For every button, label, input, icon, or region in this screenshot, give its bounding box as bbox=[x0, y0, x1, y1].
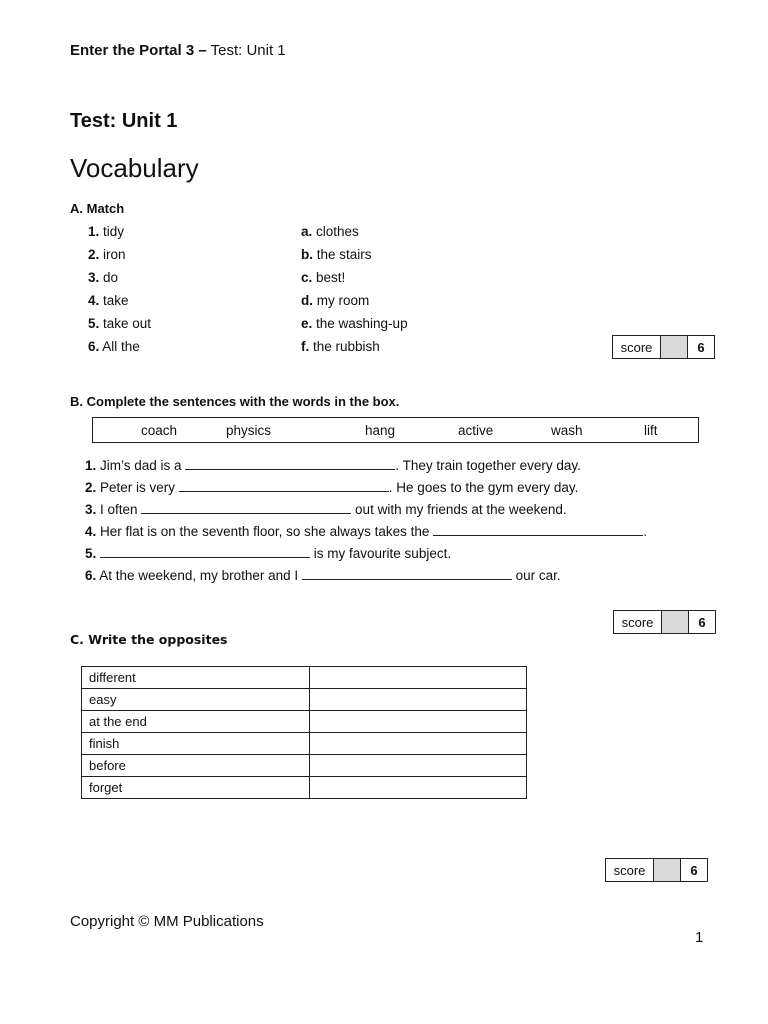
table-row bbox=[82, 777, 527, 799]
score-box-b bbox=[613, 610, 716, 634]
sentence-item: 6. At the weekend, my brother and I our car. bbox=[85, 568, 561, 583]
section-b-title: B. Complete the sentences with the words in the box. bbox=[70, 394, 400, 409]
score-input-cell[interactable] bbox=[661, 336, 688, 358]
answer-blank[interactable] bbox=[141, 501, 351, 514]
answer-blank[interactable] bbox=[185, 457, 395, 470]
word-box-item: active bbox=[458, 423, 494, 438]
answer-blank[interactable] bbox=[302, 567, 512, 580]
match-right-item: b. the stairs bbox=[301, 247, 372, 262]
opposite-word: before bbox=[82, 755, 310, 777]
section-a-title: A. Match bbox=[70, 201, 125, 216]
score-box-c bbox=[605, 858, 708, 882]
match-left-item: 2. iron bbox=[88, 247, 126, 262]
word-box-item: physics bbox=[226, 423, 272, 438]
table-row bbox=[82, 667, 527, 689]
match-left-item: 4. take bbox=[88, 293, 129, 308]
header-subtitle: Test: Unit 1 bbox=[206, 42, 286, 59]
answer-cell[interactable] bbox=[310, 667, 527, 689]
answer-blank[interactable] bbox=[100, 545, 310, 558]
match-left-item: 5. take out bbox=[88, 316, 152, 331]
sentence-item: 3. I often out with my friends at the weekend. bbox=[85, 502, 567, 517]
score-input-cell[interactable] bbox=[662, 611, 689, 633]
section-heading: Vocabulary bbox=[70, 153, 199, 183]
score-box-a bbox=[612, 335, 715, 359]
word-box-item: hang bbox=[365, 423, 396, 438]
sentence-item: 5. is my favourite subject. bbox=[85, 546, 452, 561]
opposite-word: easy bbox=[82, 689, 310, 711]
score-label: score bbox=[606, 859, 654, 881]
sentence-item: 1. Jim’s dad is a . They train together every day. bbox=[85, 458, 581, 473]
score-total: 6 bbox=[690, 862, 698, 878]
sentence-item: 2. Peter is very . He goes to the gym every day. bbox=[85, 480, 579, 495]
table-row bbox=[82, 733, 527, 755]
opposite-word: different bbox=[82, 667, 310, 689]
document-header bbox=[70, 42, 286, 59]
answer-blank[interactable] bbox=[433, 523, 643, 536]
opposite-word: at the end bbox=[82, 711, 310, 733]
score-input-cell[interactable] bbox=[654, 859, 681, 881]
page-title: Test: Unit 1 bbox=[70, 110, 178, 132]
word-box-item: coach bbox=[141, 423, 178, 438]
answer-blank[interactable] bbox=[179, 479, 389, 492]
word-box-item: lift bbox=[644, 423, 658, 438]
score-total: 6 bbox=[697, 339, 705, 355]
match-right-item: e. the washing-up bbox=[301, 316, 408, 331]
match-right-item: d. my room bbox=[301, 293, 370, 308]
table-row bbox=[82, 755, 527, 777]
sentence-item: 4. Her flat is on the seventh floor, so she always takes the . bbox=[85, 524, 647, 539]
table-row bbox=[82, 711, 527, 733]
match-right-item: c. best! bbox=[301, 270, 346, 285]
match-right-item: f. the rubbish bbox=[301, 339, 380, 354]
opposites-table bbox=[81, 666, 527, 799]
match-left-item: 1. tidy bbox=[88, 224, 125, 239]
answer-cell[interactable] bbox=[310, 689, 527, 711]
match-right-item: a. clothes bbox=[301, 224, 359, 239]
copyright-notice: Copyright © MM Publications bbox=[70, 913, 264, 930]
page-number: 1 bbox=[695, 929, 704, 946]
answer-cell[interactable] bbox=[310, 755, 527, 777]
opposite-word: finish bbox=[82, 733, 310, 755]
section-c-title: C. Write the opposites bbox=[70, 632, 228, 647]
header-brand: Enter the Portal 3 – bbox=[70, 42, 207, 59]
answer-cell[interactable] bbox=[310, 711, 527, 733]
score-label: score bbox=[614, 611, 662, 633]
match-left-item: 6. All the bbox=[88, 339, 140, 354]
word-box bbox=[92, 417, 699, 443]
score-total: 6 bbox=[698, 614, 706, 630]
table-row bbox=[82, 689, 527, 711]
opposite-word: forget bbox=[82, 777, 310, 799]
answer-cell[interactable] bbox=[310, 777, 527, 799]
answer-cell[interactable] bbox=[310, 733, 527, 755]
score-label: score bbox=[613, 336, 661, 358]
word-box-item: wash bbox=[551, 423, 583, 438]
match-left-item: 3. do bbox=[88, 270, 119, 285]
